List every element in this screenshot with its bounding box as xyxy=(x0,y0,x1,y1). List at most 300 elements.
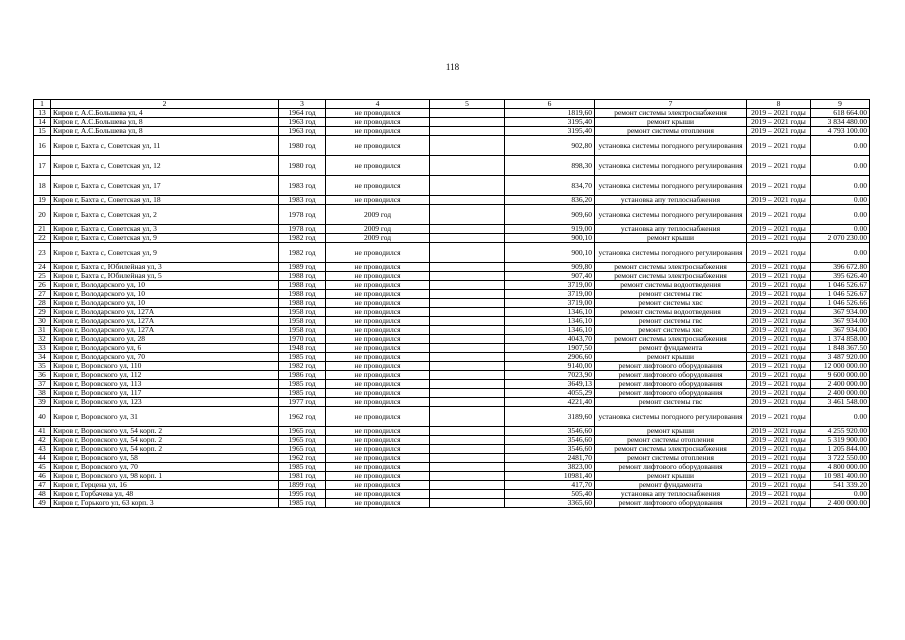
build-year: 1948 год xyxy=(279,344,326,353)
cost: 3 722 550.00 xyxy=(811,454,870,463)
work-type: ремонт фундамента xyxy=(595,481,747,490)
address: Киров г, Володарского ул, 127А xyxy=(51,326,279,335)
last-repair-year: не проводился xyxy=(326,445,430,454)
repair-period: 2019 – 2021 годы xyxy=(747,243,811,263)
repair-period: 2019 – 2021 годы xyxy=(747,272,811,281)
address: Киров г, Горбачева ул, 48 xyxy=(51,490,279,499)
work-type: ремонт системы водоотведения xyxy=(595,308,747,317)
table-row xyxy=(34,371,870,380)
empty-cell xyxy=(430,344,505,353)
work-type: установка системы погодного регулирования xyxy=(595,156,747,176)
table-row xyxy=(34,436,870,445)
empty-cell xyxy=(430,234,505,243)
address: Киров г, Воровского ул, 117 xyxy=(51,389,279,398)
cost: 618 664.00 xyxy=(811,109,870,118)
row-index: 43 xyxy=(34,445,51,454)
address: Киров г, Володарского ул, 28 xyxy=(51,335,279,344)
empty-cell xyxy=(430,445,505,454)
last-repair-year: не проводился xyxy=(326,371,430,380)
empty-cell xyxy=(430,427,505,436)
cost: 367 934.00 xyxy=(811,308,870,317)
build-year: 1985 год xyxy=(279,380,326,389)
repair-period: 2019 – 2021 годы xyxy=(747,454,811,463)
build-year: 1983 год xyxy=(279,176,326,196)
last-repair-year: не проводился xyxy=(326,481,430,490)
total-area: 902,80 xyxy=(505,136,595,156)
row-index: 35 xyxy=(34,362,51,371)
table-row xyxy=(34,380,870,389)
total-area: 3823,00 xyxy=(505,463,595,472)
table-row xyxy=(34,290,870,299)
cost: 5 319 900.00 xyxy=(811,436,870,445)
cost: 3 487 920.00 xyxy=(811,353,870,362)
table-row xyxy=(34,463,870,472)
total-area: 900,10 xyxy=(505,243,595,263)
empty-cell xyxy=(430,299,505,308)
row-index: 29 xyxy=(34,308,51,317)
repair-period: 2019 – 2021 годы xyxy=(747,109,811,118)
empty-cell xyxy=(430,156,505,176)
empty-cell xyxy=(430,362,505,371)
table-row xyxy=(34,427,870,436)
empty-cell xyxy=(430,118,505,127)
cost: 0.00 xyxy=(811,490,870,499)
total-area: 834,70 xyxy=(505,176,595,196)
build-year: 1962 год xyxy=(279,407,326,427)
row-index: 34 xyxy=(34,353,51,362)
repair-period: 2019 – 2021 годы xyxy=(747,371,811,380)
table-row xyxy=(34,196,870,205)
row-index: 22 xyxy=(34,234,51,243)
total-area: 3546,60 xyxy=(505,427,595,436)
build-year: 1982 год xyxy=(279,362,326,371)
row-index: 42 xyxy=(34,436,51,445)
row-index: 40 xyxy=(34,407,51,427)
build-year: 1965 год xyxy=(279,427,326,436)
row-index: 30 xyxy=(34,317,51,326)
total-area: 7023,90 xyxy=(505,371,595,380)
address: Киров г, Воровского ул, 31 xyxy=(51,407,279,427)
work-type: ремонт фундамента xyxy=(595,344,747,353)
address: Киров г, Бахта с, Советская ул, 17 xyxy=(51,176,279,196)
repair-period: 2019 – 2021 годы xyxy=(747,196,811,205)
build-year: 1988 год xyxy=(279,299,326,308)
build-year: 1958 год xyxy=(279,326,326,335)
empty-cell xyxy=(430,380,505,389)
last-repair-year: не проводился xyxy=(326,326,430,335)
address: Киров г, Воровского ул, 54 корп. 2 xyxy=(51,445,279,454)
build-year: 1985 год xyxy=(279,463,326,472)
cost: 0.00 xyxy=(811,136,870,156)
repair-period: 2019 – 2021 годы xyxy=(747,407,811,427)
address: Киров г, Горького ул, 63 корп. 3 xyxy=(51,499,279,508)
total-area: 505,40 xyxy=(505,490,595,499)
cost: 2 400 000.00 xyxy=(811,380,870,389)
row-index: 28 xyxy=(34,299,51,308)
table-row xyxy=(34,118,870,127)
address: Киров г, Воровского ул, 54 корп. 2 xyxy=(51,436,279,445)
empty-cell xyxy=(430,136,505,156)
column-number: 7 xyxy=(595,100,747,109)
total-area: 3719,00 xyxy=(505,281,595,290)
table-row xyxy=(34,205,870,225)
total-area: 1346,10 xyxy=(505,326,595,335)
cost: 3 834 480.00 xyxy=(811,118,870,127)
cost: 367 934.00 xyxy=(811,326,870,335)
row-index: 32 xyxy=(34,335,51,344)
build-year: 1982 год xyxy=(279,234,326,243)
row-index: 23 xyxy=(34,243,51,263)
row-index: 46 xyxy=(34,472,51,481)
last-repair-year: не проводился xyxy=(326,362,430,371)
last-repair-year: не проводился xyxy=(326,176,430,196)
column-number-row xyxy=(34,100,870,109)
empty-cell xyxy=(430,308,505,317)
repair-period: 2019 – 2021 годы xyxy=(747,176,811,196)
total-area: 4055,29 xyxy=(505,389,595,398)
last-repair-year: не проводился xyxy=(326,196,430,205)
table-row xyxy=(34,389,870,398)
row-index: 33 xyxy=(34,344,51,353)
build-year: 1989 год xyxy=(279,263,326,272)
last-repair-year: не проводился xyxy=(326,499,430,508)
empty-cell xyxy=(430,196,505,205)
total-area: 3719,00 xyxy=(505,299,595,308)
work-type: ремонт системы гвс xyxy=(595,290,747,299)
total-area: 3195,40 xyxy=(505,127,595,136)
last-repair-year: не проводился xyxy=(326,308,430,317)
last-repair-year: не проводился xyxy=(326,463,430,472)
empty-cell xyxy=(430,317,505,326)
build-year: 1985 год xyxy=(279,389,326,398)
build-year: 1962 год xyxy=(279,454,326,463)
address: Киров г, Володарского ул, 70 xyxy=(51,353,279,362)
address: Киров г, Бахта с, Советская ул, 12 xyxy=(51,156,279,176)
address: Киров г, А.С.Большева ул, 8 xyxy=(51,118,279,127)
total-area: 2906,60 xyxy=(505,353,595,362)
cost: 1 046 526.67 xyxy=(811,281,870,290)
repair-period: 2019 – 2021 годы xyxy=(747,281,811,290)
empty-cell xyxy=(430,272,505,281)
empty-cell xyxy=(430,490,505,499)
address: Киров г, Воровского ул, 54 корп. 2 xyxy=(51,427,279,436)
last-repair-year: не проводился xyxy=(326,344,430,353)
last-repair-year: не проводился xyxy=(326,299,430,308)
address: Киров г, Бахта с, Советская ул, 9 xyxy=(51,234,279,243)
total-area: 3649,13 xyxy=(505,380,595,389)
cost: 1 205 844.00 xyxy=(811,445,870,454)
table-row xyxy=(34,308,870,317)
cost: 2 070 230.00 xyxy=(811,234,870,243)
repair-period: 2019 – 2021 годы xyxy=(747,362,811,371)
cost: 0.00 xyxy=(811,156,870,176)
work-type: ремонт системы электроснабжения xyxy=(595,335,747,344)
cost: 3 461 548.00 xyxy=(811,398,870,407)
cost: 2 400 000.00 xyxy=(811,389,870,398)
last-repair-year: не проводился xyxy=(326,380,430,389)
total-area: 3546,60 xyxy=(505,436,595,445)
table-row xyxy=(34,281,870,290)
address: Киров г, Бахта с, Юбилейная ул, 3 xyxy=(51,263,279,272)
last-repair-year: не проводился xyxy=(326,317,430,326)
last-repair-year: не проводился xyxy=(326,427,430,436)
work-type: установка системы погодного регулирования xyxy=(595,205,747,225)
cost: 2 400 000.00 xyxy=(811,499,870,508)
row-index: 14 xyxy=(34,118,51,127)
repair-period: 2019 – 2021 годы xyxy=(747,317,811,326)
work-type: ремонт системы гвс xyxy=(595,317,747,326)
build-year: 1988 год xyxy=(279,290,326,299)
empty-cell xyxy=(430,225,505,234)
repair-period: 2019 – 2021 годы xyxy=(747,308,811,317)
work-type: ремонт системы отопления xyxy=(595,454,747,463)
table-row xyxy=(34,299,870,308)
row-index: 16 xyxy=(34,136,51,156)
last-repair-year: не проводился xyxy=(326,398,430,407)
last-repair-year: не проводился xyxy=(326,290,430,299)
column-number: 1 xyxy=(34,100,51,109)
empty-cell xyxy=(430,243,505,263)
empty-cell xyxy=(430,371,505,380)
work-type: ремонт крыши xyxy=(595,427,747,436)
build-year: 1958 год xyxy=(279,308,326,317)
last-repair-year: 2009 год xyxy=(326,234,430,243)
empty-cell xyxy=(430,472,505,481)
repair-period: 2019 – 2021 годы xyxy=(747,156,811,176)
row-index: 27 xyxy=(34,290,51,299)
empty-cell xyxy=(430,463,505,472)
cost: 10 981 400.00 xyxy=(811,472,870,481)
build-year: 1980 год xyxy=(279,156,326,176)
address: Киров г, Володарского ул, 10 xyxy=(51,281,279,290)
build-year: 1970 год xyxy=(279,335,326,344)
total-area: 2481,70 xyxy=(505,454,595,463)
total-area: 900,10 xyxy=(505,234,595,243)
table-row xyxy=(34,472,870,481)
build-year: 1978 год xyxy=(279,205,326,225)
last-repair-year: 2009 год xyxy=(326,205,430,225)
total-area: 9140,00 xyxy=(505,362,595,371)
row-index: 48 xyxy=(34,490,51,499)
address: Киров г, Воровского ул, 70 xyxy=(51,463,279,472)
total-area: 909,60 xyxy=(505,205,595,225)
work-type: ремонт системы хвс xyxy=(595,299,747,308)
last-repair-year: не проводился xyxy=(326,127,430,136)
build-year: 1965 год xyxy=(279,445,326,454)
total-area: 3546,60 xyxy=(505,445,595,454)
cost: 1 848 367.50 xyxy=(811,344,870,353)
last-repair-year: не проводился xyxy=(326,136,430,156)
work-type: ремонт системы водоотведения xyxy=(595,281,747,290)
address: Киров г, Бахта с, Советская ул, 3 xyxy=(51,225,279,234)
address: Киров г, Воровского ул, 112 xyxy=(51,371,279,380)
empty-cell xyxy=(430,499,505,508)
repair-period: 2019 – 2021 годы xyxy=(747,205,811,225)
table-row xyxy=(34,317,870,326)
build-year: 1985 год xyxy=(279,499,326,508)
empty-cell xyxy=(430,407,505,427)
address: Киров г, А.С.Большева ул, 4 xyxy=(51,109,279,118)
repair-period: 2019 – 2021 годы xyxy=(747,136,811,156)
row-index: 15 xyxy=(34,127,51,136)
address: Киров г, Бахта с, Юбилейная ул, 5 xyxy=(51,272,279,281)
repair-period: 2019 – 2021 годы xyxy=(747,481,811,490)
row-index: 18 xyxy=(34,176,51,196)
table-row xyxy=(34,234,870,243)
table-row xyxy=(34,136,870,156)
work-type: ремонт лифтового оборудования xyxy=(595,371,747,380)
empty-cell xyxy=(430,326,505,335)
table-row xyxy=(34,176,870,196)
last-repair-year: не проводился xyxy=(326,353,430,362)
cost: 1 374 858.00 xyxy=(811,335,870,344)
row-index: 17 xyxy=(34,156,51,176)
row-index: 47 xyxy=(34,481,51,490)
work-type: установка системы погодного регулирования xyxy=(595,407,747,427)
cost: 0.00 xyxy=(811,407,870,427)
last-repair-year: не проводился xyxy=(326,436,430,445)
table-row xyxy=(34,362,870,371)
cost: 9 600 000.00 xyxy=(811,371,870,380)
column-number: 6 xyxy=(505,100,595,109)
cost: 4 255 920.00 xyxy=(811,427,870,436)
repair-period: 2019 – 2021 годы xyxy=(747,398,811,407)
empty-cell xyxy=(430,335,505,344)
repair-period: 2019 – 2021 годы xyxy=(747,118,811,127)
table-row xyxy=(34,454,870,463)
total-area: 909,80 xyxy=(505,263,595,272)
table-row xyxy=(34,225,870,234)
table-row xyxy=(34,353,870,362)
repair-period: 2019 – 2021 годы xyxy=(747,436,811,445)
total-area: 4043,70 xyxy=(505,335,595,344)
table-row xyxy=(34,490,870,499)
repair-period: 2019 – 2021 годы xyxy=(747,463,811,472)
row-index: 31 xyxy=(34,326,51,335)
row-index: 24 xyxy=(34,263,51,272)
row-index: 26 xyxy=(34,281,51,290)
column-number: 2 xyxy=(51,100,279,109)
row-index: 39 xyxy=(34,398,51,407)
work-type: ремонт крыши xyxy=(595,353,747,362)
work-type: ремонт системы электроснабжения xyxy=(595,445,747,454)
table-row xyxy=(34,109,870,118)
column-number: 9 xyxy=(811,100,870,109)
work-type: ремонт лифтового оборудования xyxy=(595,499,747,508)
cost: 0.00 xyxy=(811,196,870,205)
total-area: 3365,60 xyxy=(505,499,595,508)
build-year: 1899 год xyxy=(279,481,326,490)
row-index: 49 xyxy=(34,499,51,508)
work-type: установка системы погодного регулирования xyxy=(595,176,747,196)
total-area: 3195,40 xyxy=(505,118,595,127)
page-number: 118 xyxy=(445,62,460,72)
total-area: 1346,10 xyxy=(505,308,595,317)
row-index: 41 xyxy=(34,427,51,436)
cost: 396 672.80 xyxy=(811,263,870,272)
address: Киров г, Володарского ул, 10 xyxy=(51,290,279,299)
total-area: 417,70 xyxy=(505,481,595,490)
total-area: 3719,00 xyxy=(505,290,595,299)
row-index: 13 xyxy=(34,109,51,118)
repair-period: 2019 – 2021 годы xyxy=(747,299,811,308)
total-area: 898,30 xyxy=(505,156,595,176)
empty-cell xyxy=(430,127,505,136)
repair-period: 2019 – 2021 годы xyxy=(747,353,811,362)
build-year: 1963 год xyxy=(279,118,326,127)
address: Киров г, Володарского ул, 10 xyxy=(51,299,279,308)
work-type: ремонт лифтового оборудования xyxy=(595,389,747,398)
address: Киров г, Володарского ул, 127А xyxy=(51,308,279,317)
address: Киров г, Бахта с, Советская ул, 9 xyxy=(51,243,279,263)
table-row xyxy=(34,263,870,272)
work-type: ремонт крыши xyxy=(595,234,747,243)
table-row xyxy=(34,243,870,263)
work-type: ремонт системы гвс xyxy=(595,398,747,407)
table-row xyxy=(34,344,870,353)
cost: 0.00 xyxy=(811,243,870,263)
empty-cell xyxy=(430,353,505,362)
work-type: ремонт системы электроснабжения xyxy=(595,272,747,281)
total-area: 1346,10 xyxy=(505,317,595,326)
empty-cell xyxy=(430,389,505,398)
work-type: ремонт лифтового оборудования xyxy=(595,362,747,371)
repair-period: 2019 – 2021 годы xyxy=(747,472,811,481)
empty-cell xyxy=(430,436,505,445)
empty-cell xyxy=(430,281,505,290)
table-row xyxy=(34,481,870,490)
build-year: 1958 год xyxy=(279,317,326,326)
cost: 12 000 000.00 xyxy=(811,362,870,371)
row-index: 21 xyxy=(34,225,51,234)
repair-period: 2019 – 2021 годы xyxy=(747,127,811,136)
last-repair-year: не проводился xyxy=(326,490,430,499)
empty-cell xyxy=(430,109,505,118)
work-type: ремонт системы отопления xyxy=(595,127,747,136)
repair-period: 2019 – 2021 годы xyxy=(747,326,811,335)
last-repair-year: не проводился xyxy=(326,272,430,281)
row-index: 45 xyxy=(34,463,51,472)
address: Киров г, Воровского ул, 123 xyxy=(51,398,279,407)
table-row xyxy=(34,407,870,427)
empty-cell xyxy=(430,454,505,463)
total-area: 10981,40 xyxy=(505,472,595,481)
repair-period: 2019 – 2021 годы xyxy=(747,427,811,436)
column-number: 3 xyxy=(279,100,326,109)
table-row xyxy=(34,335,870,344)
last-repair-year: не проводился xyxy=(326,454,430,463)
table-row xyxy=(34,398,870,407)
address: Киров г, Володарского ул, 127А xyxy=(51,317,279,326)
total-area: 907,40 xyxy=(505,272,595,281)
address: Киров г, Герцена ул, 16 xyxy=(51,481,279,490)
repair-period: 2019 – 2021 годы xyxy=(747,335,811,344)
empty-cell xyxy=(430,176,505,196)
last-repair-year: не проводился xyxy=(326,118,430,127)
last-repair-year: не проводился xyxy=(326,472,430,481)
work-type: ремонт системы электроснабжения xyxy=(595,109,747,118)
row-index: 38 xyxy=(34,389,51,398)
table-row xyxy=(34,499,870,508)
build-year: 1980 год xyxy=(279,136,326,156)
repair-period: 2019 – 2021 годы xyxy=(747,263,811,272)
last-repair-year: не проводился xyxy=(326,335,430,344)
repair-period: 2019 – 2021 годы xyxy=(747,380,811,389)
build-year: 1964 год xyxy=(279,109,326,118)
table-row xyxy=(34,445,870,454)
work-type: ремонт системы электроснабжения xyxy=(595,263,747,272)
build-year: 1982 год xyxy=(279,243,326,263)
